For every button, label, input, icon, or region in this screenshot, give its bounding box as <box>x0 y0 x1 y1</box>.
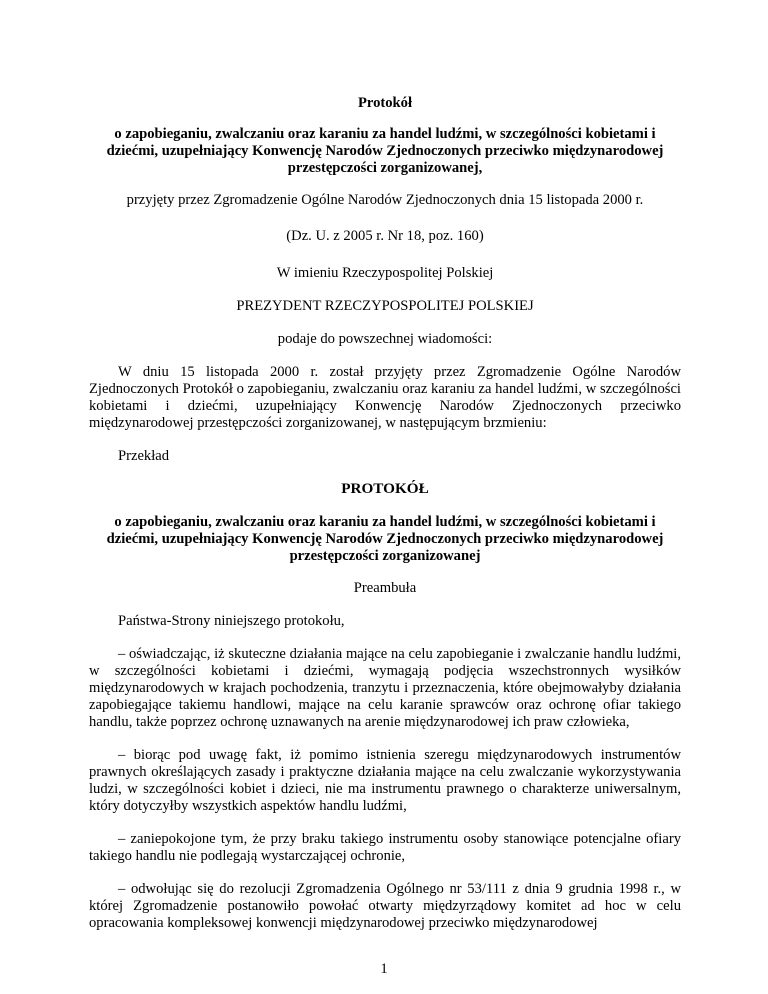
states-parties-line: Państwa-Strony niniejszego protokołu, <box>118 613 345 629</box>
document-title: Protokół <box>357 95 413 111</box>
preamble-item: – oświadczając, iż skuteczne działania mające na celu zapobieganie i zwalczanie handlu ludźmi, w szczególności kobietami i dziećmi, wymagają podjęcia wszechstronnych wysiłków międzynarodowych w krajach pochodzenia, tranzytu i przeznaczenia, które obejmowałyby działania zapobiegające takiemu handlowi, mające na celu karanie sprawców oraz ochronę ofiar takiego handlu, także poprzez ochronę uznawanych na arenie międzynarodowej ich praw człowieka, <box>89 646 681 730</box>
page-number: 1 <box>380 961 388 977</box>
protocol-subtitle: o zapobieganiu, zwalczaniu oraz karaniu za handel ludźmi, w szczególności kobietami i dziećmi, uzupełniający Konwencję Narodów Zjednoczonych przeciwko międzynarodowej przestępczości zorganizowanej <box>106 514 664 564</box>
adoption-statement: przyjęty przez Zgromadzenie Ogólne Narodów Zjednoczonych dnia 15 listopada 2000 r. <box>126 192 644 208</box>
intro-paragraph: W dniu 15 listopada 2000 r. został przyjęty przez Zgromadzenie Ogólne Narodów Zjednoczonych Protokół o zapobieganiu, zwalczaniu oraz karaniu za handel ludźmi, w szczególności kobietami i dziećmi, uzupełniający Konwencję Narodów Zjednoczonych przeciwko międzynarodowej przestępczości zorganizowanej, w następującym brzmieniu: <box>89 364 681 431</box>
preamble-heading: Preambuła <box>353 580 417 596</box>
announcement-line: podaje do powszechnej wiadomości: <box>277 331 493 347</box>
protocol-heading: PROTOKÓŁ <box>341 480 429 497</box>
document-subtitle: o zapobieganiu, zwalczaniu oraz karaniu za handel ludźmi, w szczególności kobietami i dziećmi, uzupełniający Konwencję Narodów Zjednoczonych przeciwko międzynarodowej przestępczości zorganizowanej, <box>106 126 664 176</box>
translation-label: Przekład <box>118 448 170 464</box>
in-name-line: W imieniu Rzeczypospolitej Polskiej <box>276 265 494 281</box>
president-line: PREZYDENT RZECZYPOSPOLITEJ POLSKIEJ <box>236 298 534 314</box>
preamble-item: – biorąc pod uwagę fakt, iż pomimo istnienia szeregu międzynarodowych instrumentów prawnych określających zasady i praktyczne działania mające na celu zwalczanie wykorzystywania ludzi, w szczególności kobiet i dzieci, nie ma instrumentu prawnego o charakterze uniwersalnym, który dotyczyłby wszystkich aspektów handlu ludźmi, <box>89 747 681 814</box>
journal-reference: (Dz. U. z 2005 r. Nr 18, poz. 160) <box>286 228 484 244</box>
preamble-item: – odwołując się do rezolucji Zgromadzenia Ogólnego nr 53/111 z dnia 9 grudnia 1998 r., w której Zgromadzenie postanowiło powołać otwarty międzyrządowy komitet ad hoc w celu opracowania kompleksowej konwencji międzynarodowej przeciwko międzynarodowej <box>89 881 681 931</box>
preamble-item: – zaniepokojone tym, że przy braku takiego instrumentu osoby stanowiące potencjalne ofiary takiego handlu nie podlegają wystarczającej ochronie, <box>89 831 681 864</box>
